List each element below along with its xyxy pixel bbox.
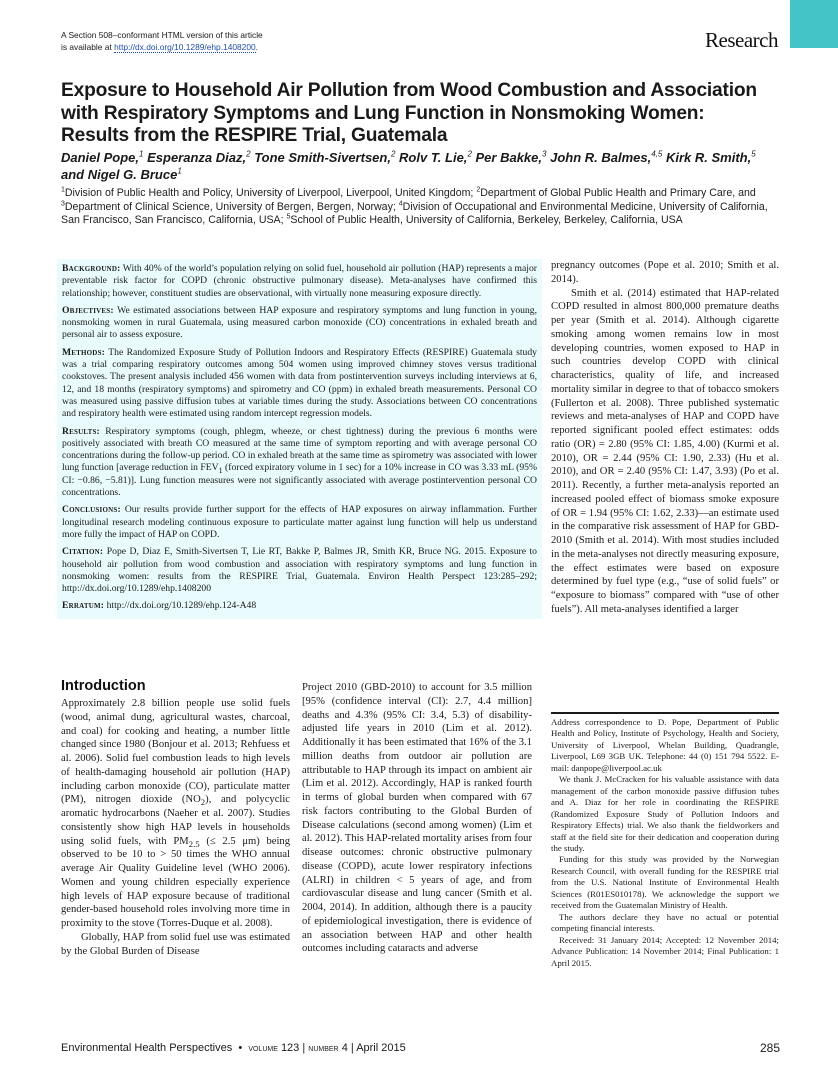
journal-name: Environmental Health Perspectives	[61, 1042, 233, 1054]
competing-interests-note: The authors declare they have no actual or potential competing financial interests.	[551, 911, 779, 934]
acknowledgment-note: We thank J. McCracken for his valuable assistance with data management of the carbon monoxide passive diffusion tubes and A. Diaz for her role in coordinating the RESPIRE (Randomized Exposure Study of Pollution Indoors and Respiratory Effects) trial. We also thank the fieldworkers and staff at the field site for their dedication and cooperation during the study.	[551, 774, 779, 853]
access-note-line2: is available at http://dx.doi.org/10.1289/ehp.1408200.	[61, 41, 258, 52]
doi-link[interactable]: http://dx.doi.org/10.1289/ehp.1408200	[114, 41, 256, 52]
author: Per Bakke,$^3$	[475, 149, 547, 165]
publication-dates: Received: 31 January 2014; Accepted: 12 November 2014; Advance Publication: 14 November 2014; Final Publication: 1 April 2015.	[551, 934, 779, 968]
body-column-3	[551, 259, 779, 617]
issue-number: 4	[341, 1042, 348, 1054]
footnotes	[551, 717, 779, 969]
paragraph: pregnancy outcomes (Pope et al. 2010; Smith et al. 2014).	[551, 260, 779, 285]
issue-date: April 2015	[356, 1042, 406, 1054]
paragraph: Smith et al. (2014) estimated that HAP-related COPD resulted in almost 800,000 premature deaths per year (Smith et al. 2014). Although cigarette smoking among women remains low in most developing countries, women exposed to HAP in such countries develop COPD with clinical characteristics, quality of life, and increased mortality similar in degree to that of tobacco smokers (Fullerton et al. 2008). Three published systematic reviews and meta-analyses of HAP and COPD have reported significant pooled effect estimates: odds ratio (OR) = 2.80 (95% CI: 1.85, 4.00) (Kurmi et al. 2010), OR = 2.44 (95% CI: 1.90, 2.33) (Hu et al. 2010), and OR = 2.40 (95% CI: 1.47, 3.93) (Po et al. 2011). Recently, a further meta-analysis reported an increased pooled effect of biomass smoke exposure of OR = 1.94 (95% CI: 1.62, 2.33)—an estimate used in the comparative risk assessment of HAP for GBD-2010 (Smith et al. 2014). With most studies included in the meta-analyses not directly measuring exposure, the effect estimates were based on exposure determined by fuel type (e.g., “use of solid fuels” or “exposure to biomass” compared with “use of other fuels”). All meta-analyses identified a larger	[551, 287, 779, 615]
correspondence-note: Address correspondence to D. Pope, Department of Public Health and Policy, Institute of Psychology, Health and Society, University of Liverpool, Whelan Building, Quadrangle, Liverpool, L69 3GB UK. Telephone: 44 (0) 151 794 5522. E-mail: danpope@liverpool.ac.uk	[551, 717, 779, 773]
bullet-separator: •	[238, 1042, 243, 1054]
issue-label: number	[308, 1043, 339, 1054]
author-list	[61, 150, 781, 183]
abstract-methods: Methods: The Randomized Exposure Study of Pollution Indoors and Respiratory Effects (RESPIRE) Guatemala study was a trial comparing respiratory outcomes among 504 women using improved chimney stoves versus traditional cookstoves. The present analysis included 456 women with data from postintervention surveys including interviews at 6, 12, and 18 months (respiratory symptoms) and spirometry and CO (ppm) in exhaled breath measurements. Personal CO was measured using passive diffusion tubes at variable times during the study. Associations between CO concentrations and respiratory health were estimated using random intercept regression models.	[62, 346, 537, 420]
volume-number: 123	[280, 1042, 300, 1054]
body-column-1	[61, 697, 290, 958]
author: and Nigel G. Bruce$^1$	[61, 166, 182, 182]
abstract-box	[57, 259, 542, 619]
author: Esperanza Diaz,$^2$	[147, 149, 251, 165]
body-column-2	[302, 681, 532, 956]
author: Tone Smith-Sivertsen,$^2$	[254, 149, 396, 165]
footnote-divider	[551, 712, 779, 714]
paragraph: Approximately 2.8 billion people use solid fuels (wood, animal dung, agricultural wastes, charcoal, and coal) for cooking and heating, a number little changed since 1980 (Bonjour et al. 2013; Rehfuess et al. 2006). Solid fuel combustion leads to high levels of health-damaging household air pollution (HAP) including carbon monoxide (CO), particulate matter (PM), nitrogen dioxide $(NO_2)$, and polycyclic aromatic hydrocarbons (Naeher et al. 2007). Studies consistently show high HAP levels in households using solid fuels, with $PM_{2.5}$ (≤ 2.5 μm) being observed to be 10 to > 50 times the WHO annual average Air Quality Guideline level (WHO 2006). Women and young children especially experience high levels of HAP exposure because of traditional gender-based household roles involving more time in proximity to the stove (Torres-Duque et al. 2008).	[61, 698, 290, 929]
paragraph: Globally, HAP from solid fuel use was estimated by the Global Burden of Disease	[61, 931, 290, 957]
affiliations: $^1$Division of Public Health and Policy, University of Liverpool, Liverpool, United Kingdom; $^2$Department of Global Public Health and Primary Care, and $^3$Department of Clinical Science, University of Bergen, Bergen, Norway; $^4$Division of Occupational and Environmental Medicine, University of California, San Francisco, San Francisco, California, USA; $^5$School of Public Health, University of California, Berkeley, Berkeley, California, USA	[61, 186, 768, 227]
volume-label: volume	[248, 1043, 278, 1054]
abstract-objectives: Objectives: We estimated associations between HAP exposure and respiratory symptoms and lung function in young, nonsmoking women in rural Guatemala, using measured carbon monoxide (CO) concentrations in exhaled breath and personal air to assess exposure.	[62, 304, 537, 341]
abstract-results: Results: Respiratory symptoms (cough, phlegm, wheeze, or chest tightness) during the previous 6 months were positively associated with breath CO measured at the same time of symptom reporting and with average personal CO concentrations during the follow-up period. CO in exhaled breath at the same time as spirometry was associated with lower lung function [average reduction in $FEV_1$ (forced expiratory volume in 1 sec) for a 10% increase in CO was 3.33 mL (95% CI: −0.86, −5.81)]. Lung function measures were not significantly associated with average postintervention personal CO concentrations.	[62, 425, 538, 499]
abstract-conclusions: Conclusions: Our results provide further support for the effects of HAP exposures on airway inflammation. Further longitudinal research modeling continuous exposure to particulate matter against lung function will help us understand more fully the impact of HAP on COPD.	[62, 504, 537, 540]
section-label: Research	[705, 28, 778, 52]
abstract-background: Background: With 40% of the world’s population relying on solid fuel, household air pollution (HAP) represents a major preventable risk factor for COPD (chronic obstructive pulmonary disease). Meta-analyses have confirmed this relationship; however, constituent studies are observational, with virtually none measuring exposure directly.	[62, 263, 537, 299]
author: Rolv T. Lie,$^2$	[399, 149, 472, 165]
accessible-version-note	[61, 30, 263, 53]
introduction-heading: Introduction	[61, 678, 146, 694]
access-note-line1: A Section 508–conformant HTML version of this article	[61, 30, 263, 40]
author: Daniel Pope,$^1$	[61, 149, 144, 165]
paragraph: Project 2010 (GBD-2010) to account for 3.5 million [95% (confidence interval (CI): 2.7, 4.4 million] deaths and 4.3% (95% CI: 3.4, 5.3) of disability-adjusted life years in 2010 (Lim et al. 2012). Additionally it has been estimated that 16% of the 3.1 million deaths from outdoor air pollution are attributable to HAP through its impact on ambient air (Lim et al. 2012). Accordingly, HAP is ranked fourth in terms of global burden when compared with 67 risk factors contributing to the Global Burden of Disease calculations (second among women) (Lim et al. 2012). This HAP-related mortality arises from four disease outcomes: chronic obstructive pulmonary disease (COPD), acute lower respiratory infections (ALRI) in children < 5 years of age, and from cardiovascular disease and lung cancer (Smith et al. 2004, 2014). In addition, although there is a paucity of epidemiological investigation, there is evidence of an association between HAP and other health outcomes including cataracts and adverse	[302, 682, 532, 955]
abstract-citation: Citation: Pope D, Diaz E, Smith-Sivertsen T, Lie RT, Bakke P, Balmes JR, Smith KR, Bruce NG. 2015. Exposure to household air pollution from wood combustion and association with respiratory symptoms and lung function in nonsmoking women: results from the RESPIRE Trial, Guatemala. Environ Health Perspect 123:285–292; http://dx.doi.org/10.1289/ehp.1408200	[62, 546, 537, 595]
section-color-tab	[790, 0, 838, 48]
page-number: 285	[759, 1041, 780, 1055]
abstract-erratum: Erratum: http://dx.doi.org/10.1289/ehp.124-A48	[62, 600, 257, 612]
author: John R. Balmes,$^{4,5}$	[550, 149, 663, 165]
article-title: Exposure to Household Air Pollution from Wood Combustion and Association with Respiratory Symptoms and Lung Function in Nonsmoking Women: Results from the RESPIRE Trial, Guatemala	[61, 80, 757, 146]
page-footer: Environmental Health Perspectives • volume 123 | number 4 | April 2015	[61, 1042, 406, 1054]
author: Kirk R. Smith,$^5$	[665, 149, 756, 165]
funding-note: Funding for this study was provided by the Norwegian Research Council, with overall funding for the RESPIRE trial from the U.S. National Institute of Environmental Health Sciences (R01ES010178). We acknowledge the support we received from the Guatemalan Ministry of Health.	[551, 854, 779, 911]
